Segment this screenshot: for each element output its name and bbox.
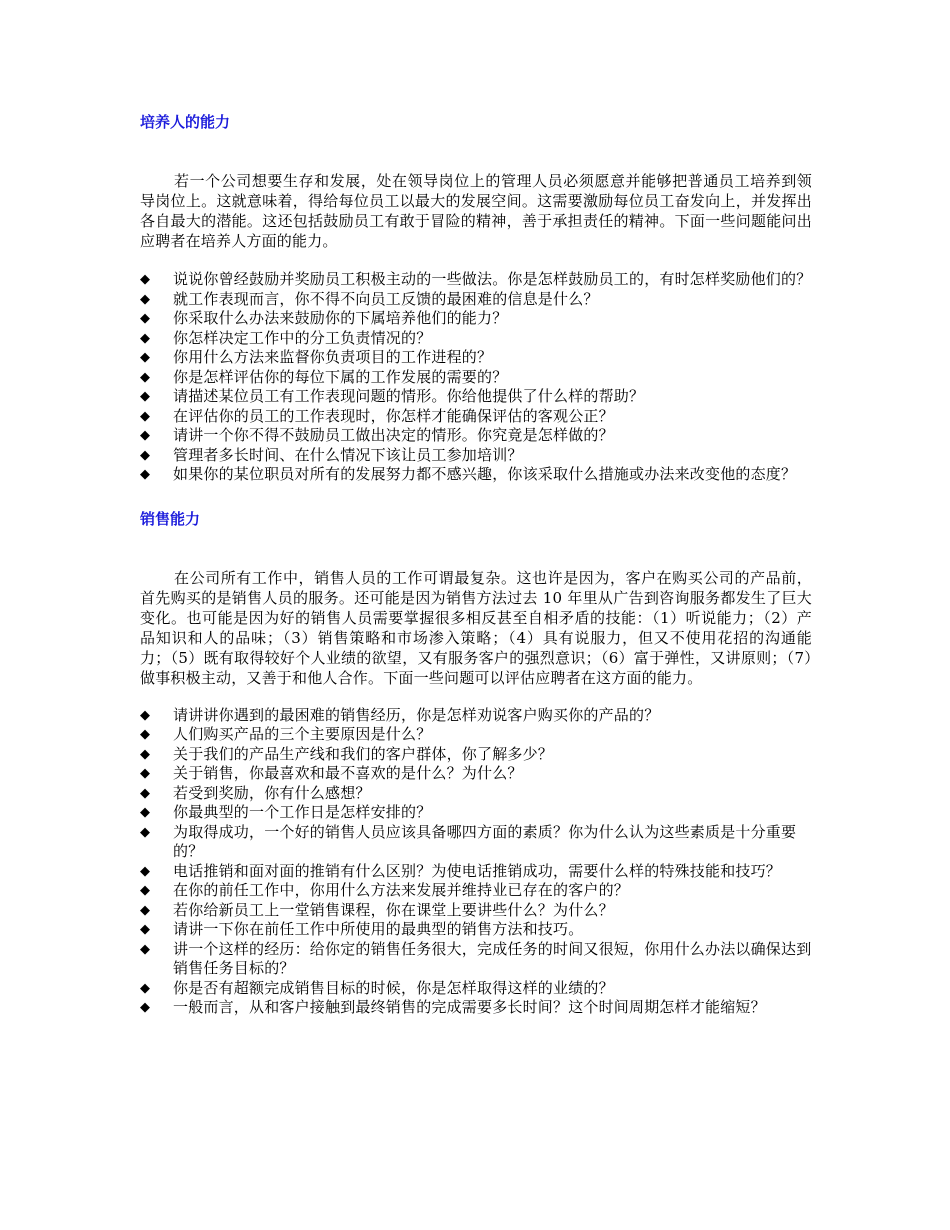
diamond-icon: ◆ [140,311,151,326]
question-list [140,270,812,485]
list-item: ◆ 在评估你的员工的工作表现时，你怎样才能确保评估的客观公正？ [140,406,614,425]
list-item: ◆ 你是怎样评估你的每位下属的工作发展的需要的？ [140,367,508,386]
section-title: 销售能力 [140,509,201,528]
diamond-icon: ◆ [140,330,151,346]
question-list [140,706,812,1018]
section-intro: 在公司所有工作中，销售人员的工作可谓最复杂。这也许是因为，客户在购买公司的产品前，首先购买的是销售人员的服务。还可能是因为销售方法过去 10 年里从广告到咨询服务都发生了巨大变化。也可能是因为好的销售人员需要掌握很多相反甚至自相矛盾的技能：（1）听说能力；（2）产品知识和人的品味；（3）销售策略和市场渗入策略；（4）具有说服力，但又不使用花招的沟通能力；（5）既有取得较好个人业绩的欲望，又有服务客户的强烈意识；（6）富于弹性，又讲原则；（7）做事积极主动，又善于和他人合作。下面一些问题可以评估应聘者在这方面的能力。 [140,568,812,687]
list-item: ◆ 你最典型的一个工作日是怎样安排的？ [140,803,432,821]
list-item: ◆ 人们购买产品的三个主要原因是什么？ [140,725,432,743]
section-training-ability [140,112,812,485]
diamond-icon: ◆ [140,467,151,482]
diamond-icon: ◆ [140,746,151,762]
diamond-icon: ◆ [140,883,151,898]
diamond-icon: ◆ [140,428,151,443]
list-item: ◆ 一般而言，从和客户接触到最终销售的完成需要多长时间？这个时间周期怎样才能缩短？ [140,998,766,1016]
diamond-icon: ◆ [140,902,151,918]
list-item: ◆ 说说你曾经鼓励并奖励员工积极主动的一些做法。你是怎样鼓励员工的，有时怎样奖励他们的？ [140,270,812,288]
list-item: ◆ 请讲讲你遇到的最困难的销售经历，你是怎样劝说客户购买你的产品的？ [140,705,660,724]
diamond-icon: ◆ [140,1000,151,1015]
diamond-icon: ◆ [140,389,151,404]
list-item: ◆ 电话推销和面对面的推销有什么区别？为使电话推销成功，需要什么样的特殊技能和技巧？ [140,861,782,880]
diamond-icon: ◆ [140,824,151,840]
list-item: ◆ 管理者多长时间、在什么情况下该让员工参加培训？ [140,445,523,464]
list-item: ◆ 为取得成功，一个好的销售人员应该具备哪四方面的素质？你为什么认为这些素质是十分重要的？ [140,822,797,860]
diamond-icon: ◆ [140,863,151,879]
list-item: ◆ 请讲一个你不得不鼓励员工做出决定的情形。你究竟是怎样做的？ [140,426,614,444]
document-page [140,0,812,1018]
diamond-icon: ◆ [140,350,151,365]
list-item: ◆ 若你给新员工上一堂销售课程，你在课堂上要讲些什么？为什么？ [140,900,614,919]
list-item: ◆ 就工作表现而言，你不得不向员工反馈的最困难的信息是什么？ [140,289,599,308]
diamond-icon: ◆ [140,980,151,996]
diamond-icon: ◆ [140,785,151,801]
list-item: ◆ 如果你的某位职员对所有的发展努力都不感兴趣，你该采取什么措施或办法来改变他的态度？ [140,465,797,483]
list-item: ◆ 你采取什么办法来鼓励你的下属培养他们的能力？ [140,309,508,327]
diamond-icon: ◆ [140,707,151,723]
diamond-icon: ◆ [140,941,151,957]
diamond-icon: ◆ [140,805,151,820]
list-item: ◆ 你是否有超额完成销售目标的时候，你是怎样取得这样的业绩的？ [140,978,614,997]
list-item: ◆ 关于销售，你最喜欢和最不喜欢的是什么？为什么？ [140,764,523,782]
list-item: ◆ 若受到奖励，你有什么感想？ [140,783,371,802]
list-item: ◆ 讲一个这样的经历：给你定的销售任务很大，完成任务的时间又很短，你用什么办法以确保达到销售任务目标的？ [140,939,812,977]
diamond-icon: ◆ [140,369,151,385]
list-item: ◆ 请描述某位员工有工作表现问题的情形。你给他提供了什么样的帮助？ [140,387,645,405]
diamond-icon: ◆ [140,291,151,307]
diamond-icon: ◆ [140,408,151,424]
diamond-icon: ◆ [140,766,151,781]
list-item: ◆ 关于我们的产品生产线和我们的客户群体，你了解多少？ [140,744,554,763]
list-item: ◆ 你用什么方法来监督你负责项目的工作进程的？ [140,348,493,366]
diamond-icon: ◆ [140,447,151,463]
section-intro: 若一个公司想要生存和发展，处在领导岗位上的管理人员必须愿意并能够把普通员工培养到领导岗位上。这就意味着，得给每位员工以最大的发展空间。这需要激励每位员工奋发向上，并发挥出各自最大的潜能。这还包括鼓励员工有敢于冒险的精神，善于承担责任的精神。下面一些问题能问出应聘者在培养人方面的能力。 [140,172,812,250]
diamond-icon: ◆ [140,922,151,937]
section-title: 培养人的能力 [140,113,231,131]
section-sales-ability [140,509,812,1018]
list-item: ◆ 请讲一下你在前任工作中所使用的最典型的销售方法和技巧。 [140,920,584,938]
list-item: ◆ 在你的前任工作中，你用什么方法来发展并维持业已存在的客户的？ [140,881,630,899]
diamond-icon: ◆ [140,272,151,287]
list-item: ◆ 你怎样决定工作中的分工负责情况的？ [140,328,432,347]
diamond-icon: ◆ [140,727,151,742]
